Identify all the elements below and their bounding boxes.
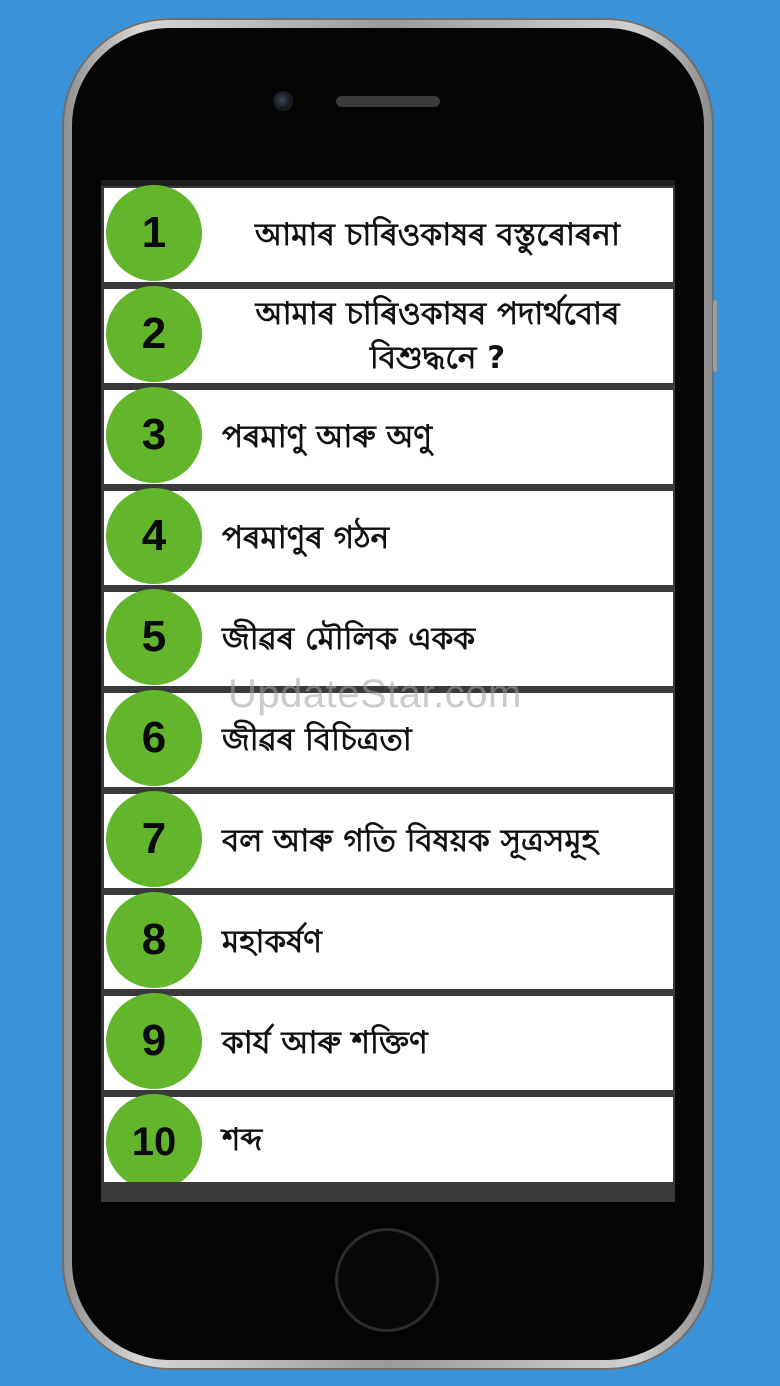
chapter-item-9[interactable] — [104, 996, 673, 1090]
app-screen — [101, 180, 675, 1202]
chapter-title: আমাৰ চাৰিওকাষৰ বস্তুৰোৰনা — [255, 217, 620, 253]
chapter-item-1[interactable] — [104, 188, 673, 282]
chapter-number-badge: 4 — [106, 488, 202, 584]
chapter-title: কাৰ্য আৰু শক্তিণ — [222, 1025, 428, 1061]
chapter-title: জীৱৰ বিচিত্ৰতা — [222, 722, 412, 758]
home-button[interactable] — [335, 1228, 439, 1332]
watermark: UpdateStar.com — [228, 672, 522, 716]
camera-icon — [273, 91, 293, 111]
chapter-number-badge: 5 — [106, 589, 202, 685]
chapter-item-10[interactable] — [104, 1097, 673, 1182]
chapter-item-8[interactable] — [104, 895, 673, 989]
status-bar — [101, 180, 675, 186]
chapter-item-7[interactable] — [104, 794, 673, 888]
chapter-title: পৰমাণু আৰু অণু — [222, 419, 433, 455]
chapter-item-4[interactable] — [104, 491, 673, 585]
chapter-title: বল আৰু গতি বিষয়ক সূত্ৰসমূহ — [222, 823, 598, 859]
chapter-number-badge: 1 — [106, 185, 202, 281]
chapter-item-2[interactable] — [104, 289, 673, 383]
chapter-number-badge: 3 — [106, 387, 202, 483]
chapter-title: শব্দ — [222, 1121, 263, 1158]
chapter-title: জীৱৰ মৌলিক একক — [222, 621, 476, 657]
chapter-title: পৰমাণুৰ গঠন — [222, 520, 390, 556]
chapter-item-5[interactable] — [104, 592, 673, 686]
chapter-number-badge: 10 — [106, 1094, 202, 1190]
chapter-title: মহাকৰ্ষণ — [222, 924, 323, 960]
volume-button — [713, 300, 717, 372]
chapter-item-3[interactable] — [104, 390, 673, 484]
chapter-number-badge: 8 — [106, 892, 202, 988]
chapter-number-badge: 6 — [106, 690, 202, 786]
chapter-title: আমাৰ চাৰিওকাষৰ পদাৰ্থবোৰ বিশুদ্ধনে ? — [255, 296, 620, 376]
chapter-number-badge: 7 — [106, 791, 202, 887]
navigation-bar — [101, 1182, 675, 1202]
speaker-grille — [336, 96, 440, 107]
chapter-number-badge: 2 — [106, 286, 202, 382]
chapter-number-badge: 9 — [106, 993, 202, 1089]
chapter-item-6[interactable] — [104, 693, 673, 787]
